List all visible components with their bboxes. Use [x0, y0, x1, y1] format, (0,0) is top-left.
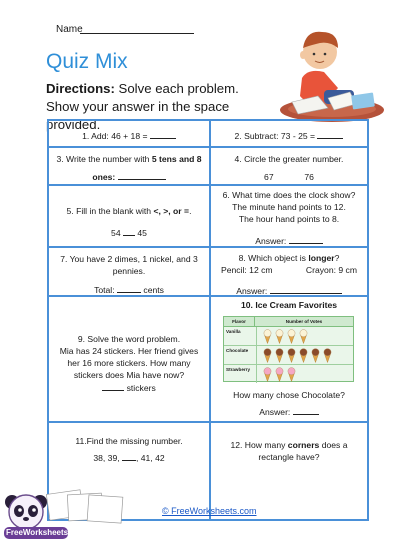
cone-icons: [257, 327, 353, 345]
problem-10: [209, 297, 369, 423]
problem-9-text: 9. Solve the word problem.: [77, 334, 181, 344]
problem-11-text: 11.Find the missing number.: [75, 436, 183, 446]
sequence-end: , 41, 42: [136, 453, 165, 463]
problem-5: [49, 186, 211, 248]
answer-blank[interactable]: [317, 129, 343, 139]
answer-blank[interactable]: [122, 451, 136, 461]
answer-blank[interactable]: [118, 170, 166, 180]
total-label: Total:: [94, 285, 115, 295]
cone-icons: [257, 346, 353, 364]
boy-reading-illustration: [268, 18, 392, 126]
problem-2-text: 2. Subtract: 73 - 25 =: [234, 131, 316, 141]
footer-link[interactable]: © FreeWorksheets.com: [162, 506, 257, 516]
directions-label: Directions:: [46, 81, 115, 96]
sequence-start: 38, 39,: [93, 453, 120, 463]
crayon-length: Crayon: 9 cm: [305, 265, 357, 275]
flavor-label: Strawberry: [224, 365, 257, 383]
flavor-label: Chocolate: [224, 346, 257, 364]
answer-blank[interactable]: [102, 381, 124, 391]
col-flavor: Flavor: [224, 317, 255, 326]
answer-blank[interactable]: [270, 284, 342, 294]
chart-row-strawberry: [224, 365, 353, 383]
ice-cream-cone-icon: [275, 329, 284, 344]
ice-cream-chart: [223, 316, 354, 382]
page-title: Quiz Mix: [46, 50, 128, 73]
answer-label: Answer:: [236, 286, 268, 296]
problem-12: [209, 423, 369, 519]
name-input-line[interactable]: [80, 33, 194, 34]
answer-blank[interactable]: [293, 405, 319, 415]
ice-cream-cone-icon: [275, 367, 284, 382]
problem-9-text-3: her 16 more stickers. How many: [67, 358, 191, 368]
compare-right: 45: [137, 228, 147, 238]
ice-cream-cone-icon: [287, 329, 296, 344]
problem-8-text-end: ?: [334, 253, 340, 263]
answer-blank[interactable]: [289, 234, 323, 244]
problem-3-text: 3. Write the number with: [56, 154, 152, 164]
problem-8: [209, 248, 369, 297]
problem-3-bold-2: ones:: [92, 172, 116, 182]
problem-4-text: 4. Circle the greater number.: [234, 154, 344, 164]
problem-9-text-4: stickers does Mia have now?: [73, 370, 185, 380]
ice-cream-cone-icon: [287, 348, 296, 363]
directions-text: Solve each problem. Show your answer in the space provided.: [46, 81, 239, 132]
problem-5-text-end: .: [189, 206, 192, 216]
problem-2: [209, 121, 369, 148]
problem-grid: [47, 119, 369, 521]
problem-6-text: 6. What time does the clock show?: [222, 190, 356, 200]
number-option[interactable]: 76: [304, 172, 314, 182]
problem-4: [209, 148, 369, 186]
problem-7-text: 7. You have 2 dimes, 1 nickel, and 3: [60, 254, 198, 264]
problem-1: [49, 121, 211, 148]
ice-cream-cone-icon: [263, 329, 272, 344]
problem-3: [49, 148, 211, 186]
chart-row-chocolate: [224, 346, 353, 365]
problem-8-text: 8. Which object is: [238, 253, 309, 263]
ice-cream-cone-icon: [323, 348, 332, 363]
ice-cream-cone-icon: [311, 348, 320, 363]
problem-12-text-2: does a: [319, 440, 348, 450]
problem-6-text-2: The minute hand points to 12.: [232, 202, 346, 212]
answer-blank[interactable]: [117, 283, 141, 293]
problem-8-bold: longer: [308, 253, 335, 263]
chart-row-vanilla: [224, 327, 353, 346]
chart-title: 10. Ice Cream Favorites: [240, 300, 338, 310]
ice-cream-cone-icon: [299, 348, 308, 363]
ice-cream-cone-icon: [275, 348, 284, 363]
compare-left: 54: [111, 228, 121, 238]
unit-label: stickers: [126, 383, 156, 393]
cone-icons: [257, 365, 353, 383]
problem-5-text: 5. Fill in the blank with: [66, 206, 154, 216]
problem-5-bold: <, >, or =: [153, 206, 190, 216]
problem-1-text: 1. Add: 46 + 18 =: [82, 131, 148, 141]
problem-12-text: 12. How many: [230, 440, 288, 450]
problem-12-bold: corners: [287, 440, 320, 450]
chart-header: [224, 317, 353, 327]
chart-question: How many chose Chocolate?: [233, 390, 345, 400]
ice-cream-cone-icon: [263, 348, 272, 363]
problem-9-text-2: Mia has 24 stickers. Her friend gives: [59, 346, 199, 356]
problem-12-text-3: rectangle have?: [258, 452, 320, 462]
answer-blank[interactable]: [150, 129, 176, 139]
answer-label: Answer:: [259, 407, 291, 417]
problem-3-bold: 5 tens and 8: [151, 154, 202, 164]
flavor-label: Vanilla: [224, 327, 257, 345]
ice-cream-cone-icon: [287, 367, 296, 382]
answer-label: Answer:: [255, 236, 287, 246]
problem-7: [49, 248, 211, 297]
problem-6-text-3: The hour hand points to 8.: [238, 214, 340, 224]
pencil-length: Pencil: 12 cm: [221, 265, 273, 275]
col-votes: Number of Votes: [285, 319, 323, 324]
problem-9: [49, 297, 211, 423]
ice-cream-cone-icon: [299, 329, 308, 344]
answer-blank[interactable]: [123, 226, 135, 236]
unit-label: cents: [143, 285, 164, 295]
name-label: Name: [56, 24, 83, 35]
logo-brand-text: FreeWorksheets.com: [6, 528, 87, 537]
ice-cream-cone-icon: [263, 367, 272, 382]
problem-6: [209, 186, 369, 248]
problem-7-text-2: pennies.: [112, 266, 146, 276]
number-option[interactable]: 67: [264, 172, 274, 182]
